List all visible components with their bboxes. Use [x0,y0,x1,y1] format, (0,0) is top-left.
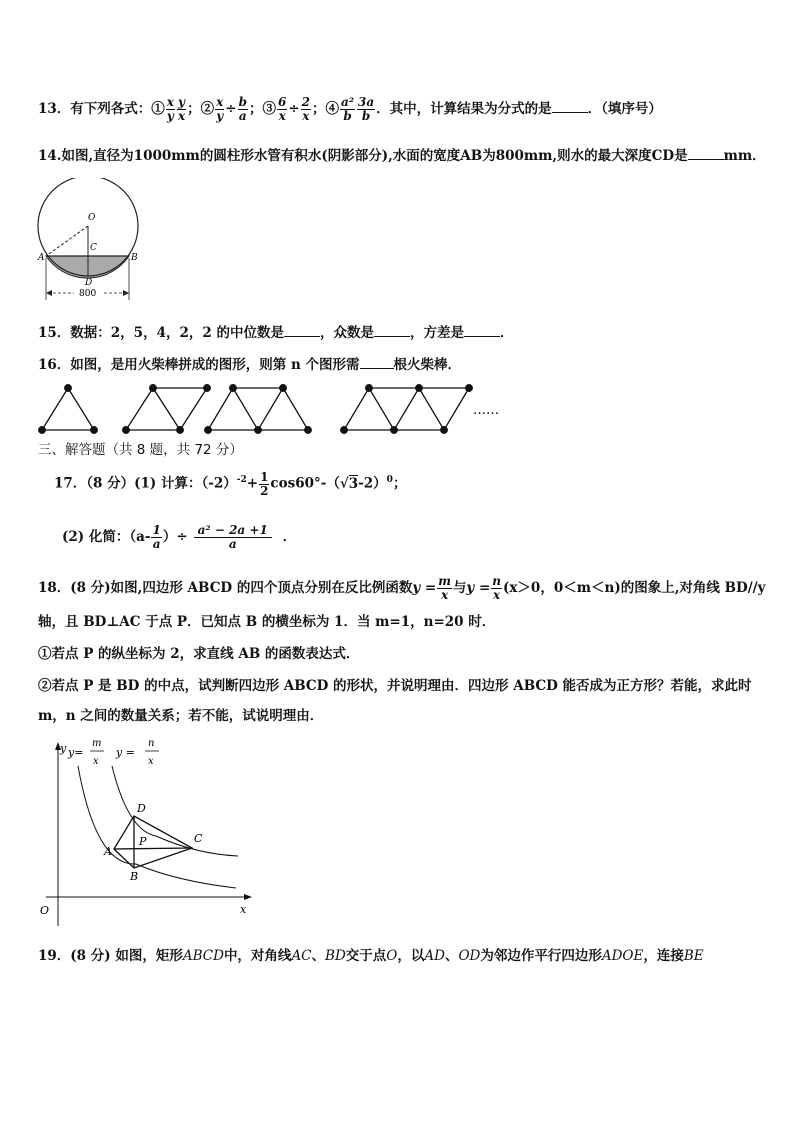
q17-p1-plus: + [246,475,259,492]
question-14 [38,145,766,166]
q19-od: OD [458,948,481,964]
q17-p1-exp0: 0 [386,475,393,485]
q18-frac-n: $\frac{n}{x}$ [492,574,501,602]
q16-matchstick-figure [30,378,510,440]
q13-item2-op: ÷ [225,101,237,117]
q17-sqrt-value: 3 [348,475,359,492]
q19-text-d: 交于点 [345,948,387,964]
question-18-line-1 [38,575,765,602]
curve-n-den: x [148,756,154,767]
q17-sqrt-sign: √ [339,475,349,492]
q14-pipe-figure [30,178,150,308]
arrowhead-right [123,290,129,296]
question-19 [38,946,704,966]
point-c-label: C [194,832,203,845]
q19-text-b: 中，对角线 [223,948,292,964]
q14-answer-blank[interactable] [688,145,724,160]
q13-suffix: ．其中，计算结果为分式的是 [376,101,552,117]
q17-p2-text: (2) 化简：（a- [62,529,151,545]
q18-l1-text: 18．(8 分)如图,四边形 ABCD 的四个顶点分别在反比例函数 [38,580,413,596]
curve-n-num: n [148,738,155,749]
q17-p2-frac2: $\frac{\text{a² − 2a +1}}{a}$ [194,524,272,551]
section-heading: 三、解答题（共 8 题，共 72 分） [38,442,243,458]
label-a: A [38,253,45,263]
q18-l1-condition: (x＞0，0＜m＜n)的图象上,对角线 BD//y [503,580,766,596]
point-d-label: D [137,802,146,815]
curve-m-den: x [93,756,99,767]
origin-label: O [40,904,50,917]
q13-sep: ； [187,101,201,117]
label-b: B [131,253,138,263]
label-c: C [90,243,97,253]
q13-item4-frac1: $\frac{\text{a²}}{b}$ [341,95,355,123]
q13-item2-frac2: $\frac{b}{a}$ [238,95,247,123]
q19-text-a: 19．(8 分) 如图，矩形 [38,948,183,964]
q15-median-text: 15．数据：2，5，4，2，2 的中位数是 [38,325,284,341]
q19-text-c: 、 [311,948,326,964]
q15-median-blank[interactable] [284,322,320,337]
q16-end: 根火柴棒． [393,357,462,373]
figure-3 [205,385,312,434]
q19-text-g: 为邻边作平行四边形 [480,948,602,964]
q14-unit: mm． [723,148,766,164]
curve-m-label: y= [68,746,84,759]
figure-2 [123,385,211,434]
curve-n [112,766,238,856]
q17-p2-div: ）÷ [162,529,188,545]
quadrilateral-abcd [114,816,192,868]
q18-frac-m: $\frac{m}{x}$ [438,574,451,602]
q13-item1-label: ① [151,101,165,117]
arrowhead-left [46,290,52,296]
q13-sep: ； [248,101,263,117]
question-16 [38,354,461,375]
q17-p1-minus2: -2） [358,475,387,492]
q17-p1-cos: cos60°-（ [270,475,340,492]
q13-item3-frac1: $\frac{6}{x}$ [277,95,287,123]
q19-text-f: 、 [444,948,459,964]
figure-4 [341,385,473,434]
question-13 [38,96,662,123]
point-b-label: B [130,870,139,883]
q17-p2-frac1: $\frac{1}{a}$ [152,523,161,551]
question-17-part-1 [54,470,406,498]
q19-text-e: ，以 [397,948,425,964]
q17-p1-end: ； [392,475,407,492]
q13-item3-frac2: $\frac{2}{x}$ [301,95,310,123]
continuation-dots: …… [473,403,499,418]
q15-end: ． [499,325,514,341]
curve-n-label: y = [116,746,135,759]
q19-ac: AC [291,948,312,964]
x-axis-label: x [240,903,247,916]
q16-text: 16．如图，是用火柴棒拼成的图形，则第 n 个图形需 [38,357,360,373]
q19-adoe: ADOE [601,948,644,964]
q19-bd: BD [325,948,346,964]
q13-sep: ； [312,101,326,117]
question-15 [38,322,513,343]
question-18-line-2: 轴，且 BD⊥AC 于点 P．已知点 B 的横坐标为 1．当 m=1，n=20 时． [38,614,496,630]
question-18-line-3: ①若点 P 的纵坐标为 2，求直线 AB 的函数表达式． [38,646,360,662]
q14-text: 14.如图,直径为1000mm的圆柱形水管有积水(阴影部分),水面的宽度AB为800mm,则水的最大深度CD是 [38,148,688,164]
q13-item1-frac1: $\frac{x}{y}$ [166,95,174,123]
q16-answer-blank[interactable] [360,354,394,369]
q18-y2: y = [466,580,491,596]
q19-text-h: ，连接 [643,948,684,964]
label-d: D [85,278,93,288]
point-a-label: A [104,845,112,858]
label-o: O [88,213,96,223]
q17-p1-half: $\frac{1}{2}$ [260,469,269,498]
q13-answer-blank[interactable] [552,98,588,113]
q18-y1: y = [412,580,437,596]
q17-p2-end: ． [282,529,297,545]
q13-item4-frac2: $\frac{3a}{b}$ [358,95,375,123]
q15-variance-text: ，方差是 [409,325,464,341]
q13-item3-op: ÷ [288,101,300,117]
q13-prefix: 13．有下列各式： [38,101,152,117]
q13-end: ．（填序号） [587,101,662,117]
q17-p1-exponent: -2 [236,475,247,485]
figure-1 [39,385,98,434]
q18-and: 与 [452,580,467,596]
question-18-line-5: m，n 之间的数量关系；若不能，试说明理由． [38,708,324,724]
diagonal-ac [114,848,192,849]
q15-mode-blank[interactable] [374,322,410,337]
curve-m [78,766,236,888]
label-width: 800 [79,289,97,299]
curve-m-num: m [92,738,102,749]
q13-item2-label: ② [200,101,215,117]
question-18-line-4: ②若点 P 是 BD 的中点，试判断四边形 ABCD 的形状，并说明理由．四边形 ABCD 能否成为正方形？若能，求此时 [38,678,752,694]
q19-ad: AD [424,948,445,964]
point-p-label: P [139,835,147,848]
question-17-part-2 [62,524,296,551]
q19-abcd: ABCD [182,948,224,964]
q19-be: BE [683,948,704,964]
q19-o: O [386,948,398,964]
radius-oa [46,226,88,256]
q13-item2-frac1: $\frac{x}{y}$ [216,95,224,123]
q13-item3-label: ③ [262,101,276,117]
q13-item1-frac2: $\frac{y}{x}$ [177,95,186,123]
q15-mode-text: ，众数是 [319,325,374,341]
y-axis-label: y [60,742,67,755]
q13-item4-label: ④ [325,101,339,117]
q15-variance-blank[interactable] [464,322,500,337]
q18-graph-figure [36,736,256,931]
q17-p1-text: 17．（8 分）(1) 计算：（-2） [54,475,237,492]
x-axis-arrow [244,894,252,900]
